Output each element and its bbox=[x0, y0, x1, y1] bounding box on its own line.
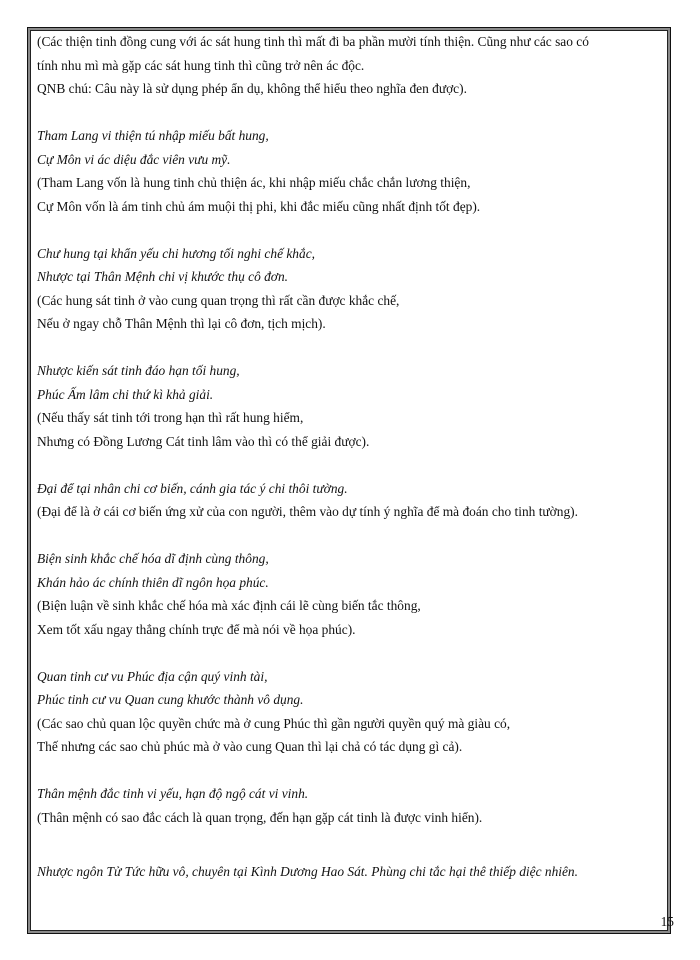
verse-line: Chư hung tại khẩn yếu chi hương tối nghi chế khắc, bbox=[37, 245, 315, 261]
stanza bbox=[37, 782, 627, 829]
translation-line: (Biện luận về sinh khắc chế hóa mà xác định cái lẽ cùng biến tắc thông, bbox=[37, 598, 421, 613]
verse-line: Biện sinh khắc chế hóa dĩ định cùng thông, bbox=[37, 551, 269, 566]
stanza bbox=[37, 124, 627, 218]
intro-line: tính nhu mì mà gặp các sát hung tinh thì cũng trở nên ác độc. bbox=[37, 57, 365, 73]
verse-line: Thân mệnh đắc tinh vi yếu, hạn độ ngộ cát vi vinh. bbox=[37, 786, 309, 801]
translation-line: (Đại để là ở cái cơ biến ứng xử của con người, thêm vào dự tính ý nghĩa để mà đoán cho tinh tường). bbox=[37, 504, 578, 519]
translation-line: Nhưng có Đồng Lương Cát tinh lâm vào thì có thể giải được). bbox=[37, 433, 370, 449]
verse-line: Cự Môn vi ác diệu đắc viên vưu mỹ. bbox=[37, 151, 231, 167]
stanza bbox=[37, 242, 627, 336]
verse-line: Quan tinh cư vu Phúc địa cận quý vinh tài, bbox=[37, 668, 268, 684]
verse-line: Phúc Ấm lâm chi thứ kì khả giải. bbox=[37, 386, 214, 402]
intro-paragraph bbox=[37, 30, 627, 101]
closing-verse: Nhược ngôn Tử Tức hữu vô, chuyên tại Kình Dương Hao Sát. Phùng chi tắc hại thê thiếp diệc nhiên. bbox=[37, 864, 578, 879]
translation-line: Xem tốt xấu ngay thẳng chính trực để mà nói về họa phúc). bbox=[37, 621, 356, 637]
verse-line: Nhược kiến sát tinh đáo hạn tối hung, bbox=[37, 363, 240, 378]
stanza bbox=[37, 359, 627, 453]
intro-line: QNB chú: Câu này là sử dụng phép ẩn dụ, không thể hiểu theo nghĩa đen được). bbox=[37, 81, 467, 96]
translation-line: (Nếu thấy sát tinh tới trong hạn thì rất hung hiểm, bbox=[37, 410, 304, 425]
intro-line: (Các thiện tinh đồng cung với ác sát hung tinh thì mất đi ba phần mười tính thiện. Cũng như các sao có bbox=[37, 34, 589, 49]
stanza bbox=[37, 477, 627, 524]
verse-line: Phúc tinh cư vu Quan cung khước thành vô dụng. bbox=[37, 692, 304, 707]
page-number: 15 bbox=[660, 914, 674, 929]
verse-line: Nhược tại Thân Mệnh chi vị khước thụ cô đơn. bbox=[37, 269, 288, 284]
translation-line: (Các hung sát tinh ở vào cung quan trọng thì rất cần được khắc chế, bbox=[37, 292, 400, 308]
translation-line: (Các sao chủ quan lộc quyền chức mà ở cung Phúc thì gần người quyền quý mà giàu có, bbox=[37, 715, 511, 731]
stanza bbox=[37, 547, 627, 641]
translation-line: Nếu ở ngay chỗ Thân Mệnh thì lại cô đơn, tịch mịch). bbox=[37, 316, 326, 331]
translation-line: (Thân mệnh có sao đắc cách là quan trọng, đến hạn gặp cát tinh là được vinh hiển). bbox=[37, 809, 483, 825]
translation-line: Cự Môn vốn là ám tinh chủ ám muội thị phi, khi đắc miếu cũng nhất định tốt đẹp). bbox=[37, 198, 481, 214]
verse-line: Tham Lang vi thiện tú nhập miếu bất hung, bbox=[37, 128, 269, 143]
verse-line: Khán hảo ác chính thiên dĩ ngôn họa phúc. bbox=[37, 574, 269, 590]
stanza bbox=[37, 665, 627, 759]
translation-line: Thế nhưng các sao chủ phúc mà ở vào cung Quan thì lại chả có tác dụng gì cả). bbox=[37, 739, 463, 754]
translation-line: (Tham Lang vốn là hung tinh chủ thiện ác, khi nhập miếu chắc chắn lương thiện, bbox=[37, 175, 471, 190]
page-content bbox=[37, 30, 627, 884]
verse-line: Đại để tại nhân chi cơ biến, cánh gia tác ý chi thôi tường. bbox=[37, 480, 348, 496]
